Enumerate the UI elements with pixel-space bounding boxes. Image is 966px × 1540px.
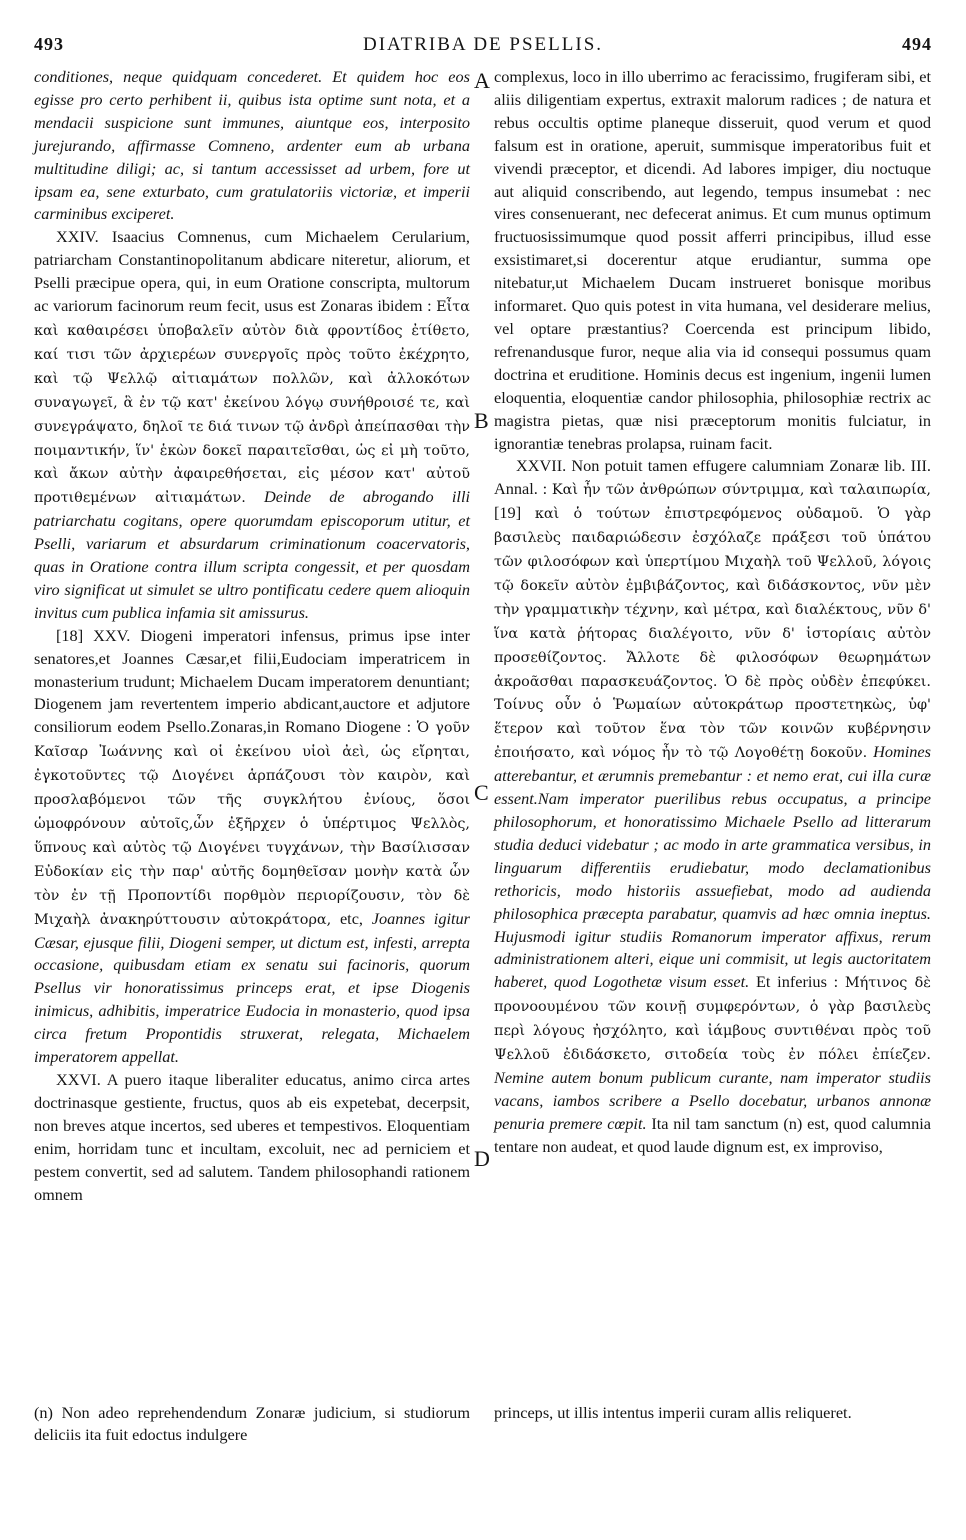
- section-label: XXIV.: [56, 227, 99, 247]
- section-xxiv: [34, 226, 470, 624]
- page-number-right: 494: [902, 34, 932, 54]
- section-xxvii: [494, 455, 931, 1158]
- greek-quote-2: Μήτινος δὲ προνοουμένου τῶν κοινῇ συμφερόντων, ὁ γὰρ βασιλεὺς περὶ λόγους ἠσχόλητο, καὶ ἰάμβους συντιθέναι πρὸς τοῦ Ψελλοῦ ἐδιδάσκετο, σιτοδεία τοὺς ἐν πόλει ἐπίεζεν.: [494, 975, 931, 1064]
- running-title: DIATRIBA DE PSELLIS.: [362, 34, 604, 55]
- section-text: Diogeni imperatori infensus, primus ipse inter senatores,et Joannes Cæsar,et filii,Eudociam imperatricem in monasterium trudunt; Michaelem Ducam imperatorem denuntiant; Diogenem jam revertentem imperio abdicant,auctore et adjutore consiliorum eodem Psello.Zonaras,in Romano Diogene :: [34, 625, 470, 737]
- etc-text: etc,: [339, 908, 363, 928]
- right-paragraph-continued: complexus, loco in illo uberrimo ac feracissimo, frugiferam sibi, et aliis diligentiam expertus, extraxit malorum radices ; de natura et rebus occultis optime planeque disseruit, quod verum et quod falsum est in oratione, aperuit, summisque imperatoribus fuit et vivendi præceptor, et dicendi. Ad labores impiger, diu noctuque aut aliquid conscribendo, aut legendo, tempus insumebat : nec vires consenuerant, nec defecerat animus. Et cum munus optimum fructuosissimumque quod possit afferri principibus, illud esse exsistimaret,si docerentur atque erudiantur, summa ope nitebatur,ut Michaelem Ducam instrueret bonisque moribus informaret. Quo quis potest in vita humana, vel desiderare melius, vel optare præstantius? Coercenda est principum libido, refrenandusque furor, neque alia via id consequi possumus quam doctrina et eruditione. Hominis decus est ingenium, ingenii lumen eloquentia, eloquentiæ candor philosophia, philosophiæ rectrix ac magistra pietas, quæ nisi præceptorum monitis fulciatur, in ignorantiæ tenebras prolapsa, ruinam facit.: [494, 67, 931, 453]
- latin-translation: Joannes igitur Cæsar, ejusque filii, Diogeni semper, ut dictum est, infesti, arrepta occasione, quibusdam etiam ex senatu sui facinoris, quorum Psellus vir honoratissimus princeps erat, et ipse Diogenis inimicus, adhibitis, imperatrice Eudocia in monasterio, quod ipsa circa fretum Propontidis struxerat, relegata, Michaelem imperatorem appellat.: [34, 908, 470, 1067]
- latin-translation: Homines atterebantur, et ærumnis premebantur : et nemo erat, cui illa curæ essent.Nam imperator puerilibus rebus occupatus, a principe philosophorum, et honoratissimo Michaele Psello ad litterarum studia deduci videbatur ; ac modo in arte grammatica versibus, in linguarum differentiis erudiebatur, modo declamationibus rethoricis, modo historiis assuefiebat, modo ad audienda philosophica præcepta parabatur, quamvis ad hæc omnia ineptus. Hujusmodi igitur studiis Romanorum imperator affixus, rerum administrationem alteri, eique uni commisit, ut legis auctoritatem haberet, quod Logothetæ visum esset.: [494, 742, 931, 992]
- margin-marker-a: A: [474, 68, 490, 93]
- margin-marker-d: D: [474, 1146, 490, 1171]
- latin-translation: Deinde de abrogando illi patriarchatu cogitans, opere quorumdam episcoporum utitur, et Pselli, variarum et absurdarum criminationum coacervatoris, quas in Oratione contra illum scripta congessit, et per quosdam viro significat ut simulet se ultro pontificatu cedere quem alioquin invitus cum publica infamia sit amissurus.: [34, 487, 470, 622]
- margin-marker-c: C: [474, 780, 489, 805]
- greek-quote: Εἶτα καὶ καθαιρέσει ὑποβαλεῖν αὐτὸν διὰ φροντίδος ἐτίθετο, καί τισι τῶν ἀρχιερέων συνεργοῖς πρὸς τοῦτο ἐκέχρητο, καὶ τῷ Ψελλῷ αἰτιαμάτων πολλῶν, καὶ ἀλλοκότων συναγωγεῖ, ἃ ἐν τῷ κατ' ἐκείνου λόγῳ συνήθροισέ τε, καὶ συνεγράψατο, δηλοῖ τε διά τινων τῷ ἀνδρὶ ἀπείπασθαι τὴν ποιμαντικήν, ἵν' ἑκὼν δοκεῖ παραιτεῖσθαι, ὡς εἰ μὴ τοῦτο, καὶ ἄκων αὐτὴν ἀφαιρεθήσεται, εἰς μέσον κατ' αὐτοῦ προτιθεμένων αἰτιαμάτων.: [34, 299, 470, 507]
- section-xxv: [34, 625, 470, 1069]
- latin-translation-2: Nemine autem bonum publicum curante, nam imperator studiis vacans, iambos scribere a Psello docebatur, urbanos annonæ penuria premere cœpit.: [494, 1067, 931, 1133]
- inferius-text: Et inferius :: [755, 972, 839, 992]
- right-column: [494, 66, 931, 1159]
- margin-marker-b: B: [474, 408, 489, 433]
- footnote-left: (n) Non adeo reprehendendum Zonaræ judicium, si studiorum deliciis ita fuit edoctus indulgere: [34, 1403, 470, 1444]
- note-ref: [19]: [494, 503, 522, 523]
- greek-quote: Καὶ ἦν τῶν ἀνθρώπων σύντριμμα, καὶ ταλαιπωρία,: [551, 482, 932, 499]
- footnote-right: princeps, ut illis intentus imperii curam allis reliqueret.: [494, 1403, 852, 1422]
- section-text: Non potuit tamen effugere calumniam Zonaræ lib. III. Annal. :: [494, 456, 931, 499]
- left-paragraph-intro: conditiones, neque quidquam concederet. Et quidem hoc eos egisse pro certo perhibent ii, quibus ista optime sunt nota, et a mendacii suspicione sunt immunes, aiuntque eos, interposito jurejurando, affirmasse Comneno, ardenter eum ab urbana multitudine diligi; ac, si tantum accessisset ad urbem, fore ut ipsam ea, sene exturbato, cum gratulatoriis victoriæ, et imperii carminibus exciperet.: [34, 67, 470, 224]
- section-label: XXVII.: [516, 456, 567, 476]
- closing-text: Ita nil tam sanctum (n) est, quod calumnia tentare non audeat, et quod laude dignum est, ex improviso,: [494, 1113, 931, 1156]
- greek-quote: Ὁ γοῦν Καῖσαρ Ἰωάννης καὶ οἱ ἐκείνου υἱοὶ ἀεὶ, ὡς εἴρηται, ἐγκοτοῦντες τῷ Διογένει ἁρπάζουσι τὸν καιρὸν, καὶ προσλαβόμενοι τῶν τῆς συγκλήτου ἐνίους, ὅσοι ὡμοφρόνουν αὐτοῖς,ὧν ἐξῆρχεν ὁ ὑπέρτιμος Ψελλὸς, ὕπνους καὶ αὐτὸς τῷ Διογένει τυγχάνων, τὴν Βασίλισσαν Εὐδοκίαν εἰς τὴν παρ' αὐτῆς δομηθεῖσαν μονὴν κατὰ ὧν τὸν ἐν τῇ Προποντίδι πορθμὸν περιορίζουσιν, τὸν δὲ Μιχαὴλ ἀνακηρύττουσιν αὐτοκράτορα,: [34, 720, 471, 928]
- greek-quote-cont: καὶ ὁ τούτων ἐπιστρεφόμενος οὐδαμοῦ. Ὁ γὰρ βασιλεὺς παιδαριώδεσιν ἐσχόλαζε πράξεσι τοῦ ὑπάτου τῶν φιλοσόφων καὶ ὑπερτίμου Μιχαὴλ τοῦ Ψελλοῦ, λόγοις τῷ δοκεῖν αὐτὸν ἐμβιβάζοντος, καὶ διδάσκοντος, νῦν μὲν τὴν γραμματικὴν τέχνην, καὶ μέτρα, καὶ διαλέκτους, νῦν δ' ἵνα κατὰ ῥήτορας διαλέγοιτο, νῦν δ' ἱστορίαις αὐτὸν προσεθίζοντος. Ἄλλοτε δὲ φιλοσόφων θεωρημάτων ἀκροᾶσθαι παρασκευάζοντος. Ὁ δὲ πρὸς οὐδὲν ἐπεφύκει. Τοίνυς οὖν ὁ Ῥωμαίων αὐτοκράτωρ προστετηκὼς, ὑφ' ἕτερον καὶ τοῦτον ἕνα τὸν τῶν κοινῶν κυβέρνησιν ἐποιήσατο, καὶ νόμος ἦν τὸ τῷ Λογοθέτῃ δοκοῦν.: [494, 506, 931, 762]
- page-number-left: 493: [34, 34, 64, 54]
- section-label: XXVI.: [56, 1069, 101, 1089]
- running-header: [34, 34, 932, 60]
- section-label: XXV.: [93, 625, 131, 645]
- note-ref: [18]: [56, 625, 84, 645]
- section-text: Isaacius Comnenus, cum Michaelem Cerularium, patriarcham Constantinopolitanum abdicare niteretur, aliorum, et Pselli præcipue opera, qui, in eum Oratione conscripta, multorum ac variorum facinorum reum fecit, usus est Zonaras ibidem :: [34, 227, 470, 316]
- left-column: [34, 66, 470, 1206]
- section-text: A puero itaque liberaliter educatus, animo circa artes doctrinasque gestiente, fructus, quos ab eis expetebat, decerpsit, non breves atque incertos, sed uberes et tempestivos. Eloquentiam enim, horridam tunc et incultam, excoluit, nec ad perniciem et pestem convertit, sed ad salutem. Tandem philosophandi rationem omnem: [34, 1069, 470, 1204]
- section-xxvi: [34, 1069, 470, 1206]
